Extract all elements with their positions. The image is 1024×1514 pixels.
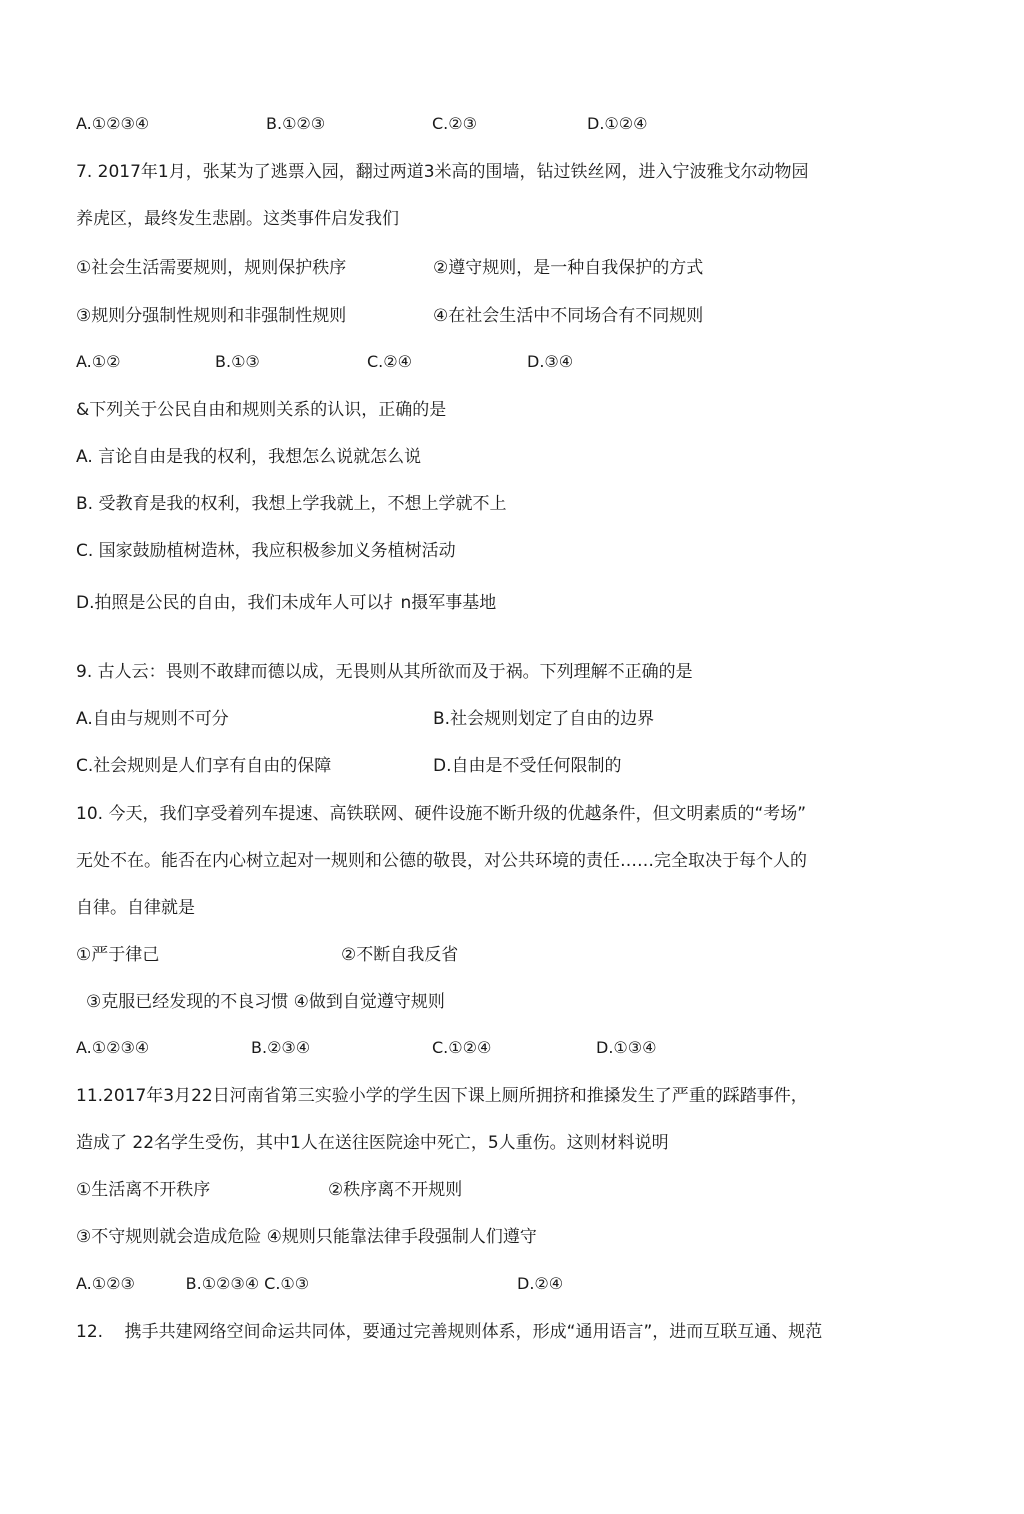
q11-stem-line1: 11.2017年3月22日河南省第三实验小学的学生因下课上厕所拥挤和推搡发生了严重的踩踏事件， <box>76 1086 808 1106</box>
q8-option-b: B. 受教育是我的权利，我想上学我就上，不想上学就不上 <box>76 494 507 514</box>
q10-option-c: C.①②④ <box>432 1038 492 1057</box>
q11-options-a-b-c: A.①②③ B.①②③④ C.①③ <box>76 1274 310 1293</box>
q8-option-a: A. 言论自由是我的权利，我想怎么说就怎么说 <box>76 447 422 467</box>
q6-option-c: C.②③ <box>432 114 477 133</box>
q10-option-d: D.①③④ <box>596 1038 657 1057</box>
q9-stem: 9. 古人云：畏则不敢肆而德以成，无畏则从其所欲而及于祸。下列理解不正确的是 <box>76 662 693 682</box>
q6-option-a: A.①②③④ <box>76 114 150 133</box>
q9-option-a: A.自由与规则不可分 <box>76 709 229 729</box>
q9-option-c: C.社会规则是人们享有自由的保障 <box>76 756 332 776</box>
q10-stem-line3: 自律。自律就是 <box>76 898 195 918</box>
q7-option-b: B.①③ <box>215 352 260 371</box>
q8-stem: &下列关于公民自由和规则关系的认识，正确的是 <box>76 400 447 420</box>
q7-item-1: ①社会生活需要规则，规则保护秩序 <box>76 258 347 278</box>
q7-stem-line2: 养虎区，最终发生悲剧。这类事件启发我们 <box>76 209 399 229</box>
q7-item-4: ④在社会生活中不同场合有不同规则 <box>433 306 704 326</box>
q7-option-d: D.③④ <box>527 352 574 371</box>
q11-items-3-4: ③不守规则就会造成危险 ④规则只能靠法律手段强制人们遵守 <box>76 1227 537 1247</box>
q9-option-d: D.自由是不受任何限制的 <box>433 756 622 776</box>
q10-stem-line1: 10. 今天，我们享受着列车提速、高铁联网、硬件设施不断升级的优越条件，但文明素质的“考场” <box>76 804 807 824</box>
q10-option-a: A.①②③④ <box>76 1038 150 1057</box>
q12-stem-line1: 12. 携手共建网络空间命运共同体，要通过完善规则体系，形成“通用语言”，进而互联互通、规范 <box>76 1322 823 1342</box>
q7-item-2: ②遵守规则，是一种自我保护的方式 <box>433 258 704 278</box>
q11-option-d: D.②④ <box>517 1274 564 1293</box>
q7-option-c: C.②④ <box>367 352 412 371</box>
q10-item-2: ②不断自我反省 <box>341 945 459 965</box>
q6-option-b: B.①②③ <box>266 114 326 133</box>
q8-option-d: D.拍照是公民的自由，我们未成年人可以扌n摄军事基地 <box>76 593 497 613</box>
q11-item-1: ①生活离不开秩序 <box>76 1180 211 1200</box>
q7-option-a: A.①② <box>76 352 121 371</box>
q10-option-b: B.②③④ <box>251 1038 311 1057</box>
q6-option-d: D.①②④ <box>587 114 648 133</box>
q10-item-1: ①严于律己 <box>76 945 160 965</box>
q9-option-b: B.社会规则划定了自由的边界 <box>433 709 655 729</box>
q10-items-3-4: ③克服已经发现的不良习惯 ④做到自觉遵守规则 <box>86 992 445 1012</box>
q8-option-c: C. 国家鼓励植树造林，我应积极参加义务植树活动 <box>76 541 456 561</box>
q7-stem-line1: 7. 2017年1月，张某为了逃票入园，翻过两道3米高的围墙，钻过铁丝网，进入宁波雅戈尔动物园 <box>76 162 809 182</box>
q11-stem-line2: 造成了 22名学生受伤，其中1人在送往医院途中死亡，5人重伤。这则材料说明 <box>76 1133 669 1153</box>
q11-item-2: ②秩序离不开规则 <box>328 1180 463 1200</box>
q7-item-3: ③规则分强制性规则和非强制性规则 <box>76 306 347 326</box>
q10-stem-line2: 无处不在。能否在内心树立起对一规则和公德的敬畏，对公共环境的责任……完全取决于每个人的 <box>76 851 807 871</box>
